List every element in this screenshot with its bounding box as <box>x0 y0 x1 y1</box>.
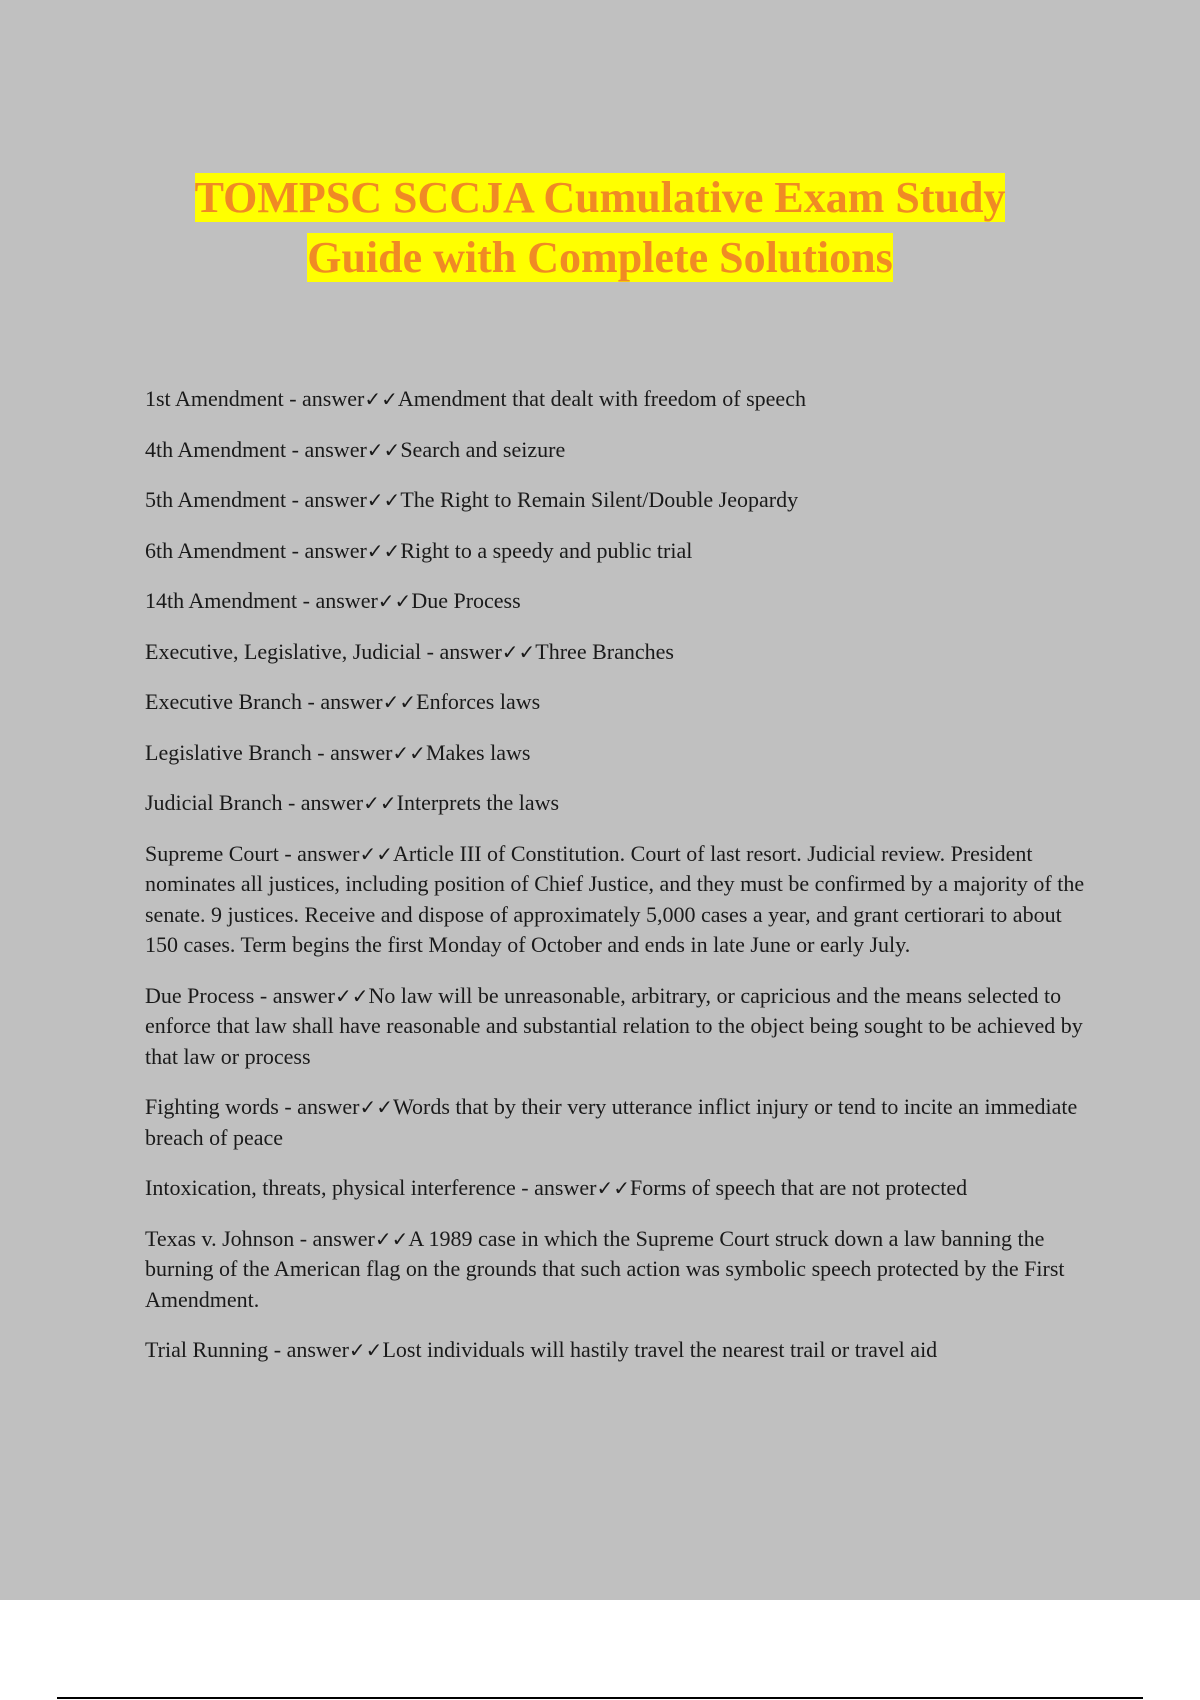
check-icon: ✓✓ <box>359 1095 394 1119</box>
qa-separator: - answer <box>278 1094 360 1119</box>
qa-separator: - answer <box>286 537 367 563</box>
check-icon: ✓✓ <box>377 589 412 613</box>
check-icon: ✓✓ <box>382 690 417 714</box>
qa-answer: No law will be unreasonable, arbitrary, or capricious and the means selected to enforce that law shall have reasonable and substantial relation to the object being sought to be achieved by that law or process <box>145 982 1083 1069</box>
qa-answer: The Right to Remain Silent/Double Jeopardy <box>400 487 799 512</box>
qa-answer: Three Branches <box>535 638 674 664</box>
qa-item <box>145 1173 1095 1204</box>
document-title <box>100 168 1100 288</box>
qa-term: Texas v. Johnson <box>145 1225 295 1251</box>
qa-term: 6th Amendment <box>145 537 287 563</box>
qa-item <box>145 788 1095 819</box>
qa-item <box>145 1224 1095 1316</box>
qa-separator: - answer <box>286 436 367 462</box>
qa-list <box>145 384 1095 1386</box>
check-icon: ✓✓ <box>501 639 536 664</box>
check-icon: ✓✓ <box>366 488 401 512</box>
qa-separator: - answer <box>302 689 383 714</box>
qa-term: 1st Amendment <box>145 386 284 411</box>
check-icon: ✓✓ <box>374 1226 409 1251</box>
qa-separator: - answer <box>297 588 378 613</box>
qa-answer: Makes laws <box>425 739 531 765</box>
qa-separator: - answer <box>283 386 365 411</box>
title-line-2: Guide with Complete Solutions <box>307 233 893 282</box>
check-icon: ✓✓ <box>364 387 398 411</box>
qa-answer: Right to a speedy and public trial <box>400 537 693 563</box>
qa-separator: - answer <box>254 982 336 1008</box>
qa-item <box>145 839 1095 961</box>
footer-divider <box>57 1697 1143 1699</box>
check-icon: ✓✓ <box>335 983 369 1008</box>
qa-term: Intoxication, threats, physical interference <box>145 1175 516 1200</box>
qa-item <box>145 485 1095 516</box>
title-line-1: TOMPSC SCCJA Cumulative Exam Study <box>194 173 1006 222</box>
qa-term: Judicial Branch <box>145 790 283 815</box>
qa-item <box>145 687 1095 718</box>
qa-separator: - answer <box>278 840 360 866</box>
qa-term: Executive Branch <box>145 689 302 714</box>
qa-item <box>145 1092 1095 1153</box>
qa-term: Due Process <box>145 982 255 1008</box>
check-icon: ✓✓ <box>348 1338 383 1362</box>
qa-answer: A 1989 case in which the Supreme Court struck down a law banning the burning of the American flag on the grounds that such action was symbolic speech protected by the First Amendment. <box>145 1225 1065 1312</box>
qa-answer: Words that by their very utterance inflict injury or tend to incite an immediate breach of peace <box>145 1094 1078 1150</box>
qa-term: Supreme Court <box>145 840 279 866</box>
qa-answer: Due Process <box>411 588 521 613</box>
check-icon: ✓✓ <box>366 538 401 563</box>
qa-term: 4th Amendment <box>145 436 287 462</box>
qa-term: Trial Running <box>145 1337 269 1362</box>
qa-term: 5th Amendment <box>145 487 287 512</box>
qa-answer: Search and seizure <box>400 436 566 462</box>
qa-term: Executive, Legislative, Judicial <box>145 638 422 664</box>
qa-separator: - answer <box>282 790 364 815</box>
qa-answer: Lost individuals will hastily travel the nearest trail or travel aid <box>382 1337 938 1362</box>
qa-separator: - answer <box>515 1175 597 1200</box>
qa-separator: - answer <box>421 638 502 664</box>
qa-answer: Enforces laws <box>416 689 541 714</box>
qa-answer: Article III of Constitution. Court of last resort. Judicial review. President nominates all justices, including position of Chief Justice, and they must be confirmed by a majority of the senate. 9 justices. Receive and dispose of approximately 5,000 cases a year, and grant certiorari to about 150 cases. Term begins the first Monday of October and ends in late June or early July. <box>145 840 1085 957</box>
qa-item <box>145 1335 1095 1366</box>
qa-item <box>145 586 1095 617</box>
qa-answer: Forms of speech that are not protected <box>629 1175 968 1200</box>
qa-item <box>145 435 1095 466</box>
qa-item <box>145 738 1095 769</box>
check-icon: ✓✓ <box>596 1176 630 1200</box>
qa-separator: - answer <box>268 1337 349 1362</box>
qa-separator: - answer <box>311 739 393 765</box>
qa-answer: Amendment that dealt with freedom of speech <box>397 386 806 411</box>
qa-answer: Interprets the laws <box>396 790 560 815</box>
check-icon: ✓✓ <box>366 437 401 462</box>
check-icon: ✓✓ <box>363 791 397 815</box>
check-icon: ✓✓ <box>359 841 393 866</box>
qa-item <box>145 981 1095 1073</box>
qa-term: Legislative Branch <box>145 739 312 765</box>
qa-item <box>145 536 1095 567</box>
check-icon: ✓✓ <box>392 740 426 765</box>
qa-term: Fighting words <box>145 1094 279 1119</box>
qa-term: 14th Amendment <box>145 588 298 613</box>
qa-item <box>145 637 1095 668</box>
qa-item <box>145 384 1095 415</box>
qa-separator: - answer <box>286 487 367 512</box>
qa-separator: - answer <box>294 1225 375 1251</box>
